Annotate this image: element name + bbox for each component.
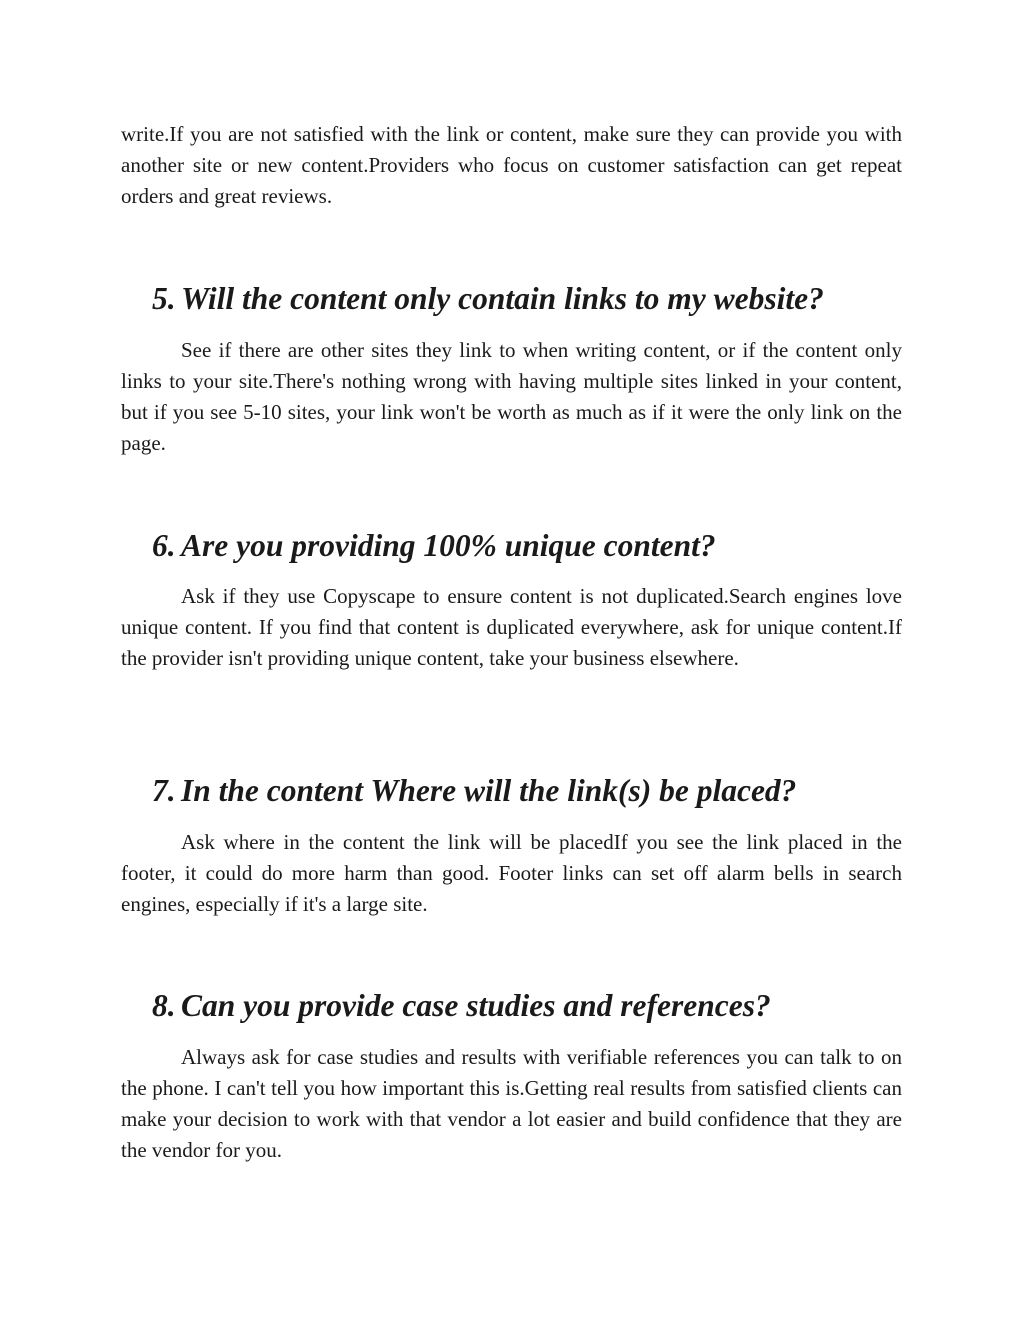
section-number: 8. bbox=[152, 988, 176, 1023]
section-answer-8: Always ask for case studies and results with verifiable references you can talk to on the phone. I can't tell you how important this is.Getting real results from satisfied clients can make your decision to work with that vendor a lot easier and build confidence that they are the vendor for you. bbox=[121, 1045, 902, 1162]
section-number: 7. bbox=[152, 773, 176, 808]
section-number: 5. bbox=[152, 281, 176, 316]
section-question: Can you provide case studies and references? bbox=[181, 988, 771, 1023]
section-question: Are you providing 100% unique content? bbox=[181, 528, 716, 563]
section-question: Will the content only contain links to my website? bbox=[181, 281, 824, 316]
section-heading-5 bbox=[152, 283, 912, 314]
section-heading-6 bbox=[152, 530, 912, 561]
section-answer-5: See if there are other sites they link to when writing content, or if the content only links to your site.There's nothing wrong with having multiple sites linked in your content, but if you see 5-10 sites, your link won't be worth as much as if it were the only link on the page. bbox=[121, 338, 902, 455]
section-answer-6: Ask if they use Copyscape to ensure content is not duplicated.Search engines love unique content. If you find that content is duplicated everywhere, ask for unique content.If the provider isn't providing unique content, take your business elsewhere. bbox=[121, 584, 902, 670]
section-answer-7: Ask where in the content the link will be placedIf you see the link placed in the footer, it could do more harm than good. Footer links can set off alarm bells in search engines, especially if it's a large site. bbox=[121, 830, 902, 916]
section-question: In the content Where will the link(s) be placed? bbox=[181, 773, 797, 808]
section-heading-8 bbox=[152, 990, 912, 1021]
section-number: 6. bbox=[152, 528, 176, 563]
intro-paragraph: write.If you are not satisfied with the link or content, make sure they can provide you with another site or new content.Providers who focus on customer satisfaction can get repeat orders and great reviews. bbox=[121, 122, 902, 208]
section-heading-7 bbox=[152, 775, 912, 806]
